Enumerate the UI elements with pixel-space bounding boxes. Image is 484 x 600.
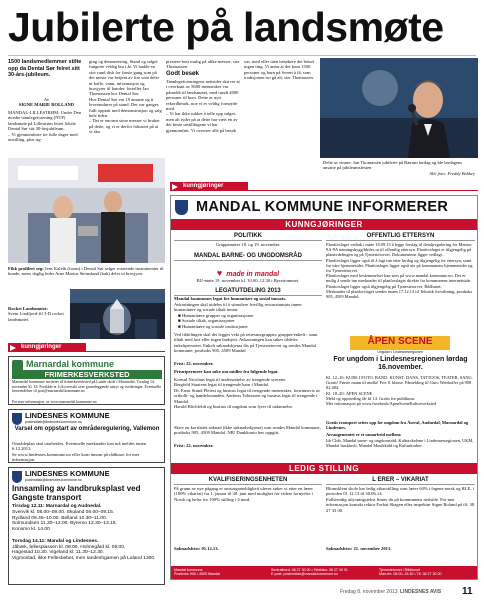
article-body-col3: prestere best mulig på ulike messer, sier Thomassen. (166, 59, 240, 70)
schedule-line: Hagestad 10.30. Vigeland kl. 11.30–12.30. (12, 550, 104, 556)
page-footer-date: Fredag 8. november 2013 (340, 589, 398, 595)
rocket-caption-bold: Rocket Landsmøtet: (8, 306, 48, 311)
legat-frist: Frist: 22. november. (174, 361, 214, 366)
marnardal-footer: For mer informasjon, se www.marnardal.kommune.no (12, 400, 97, 404)
legat-head: LEGATUTDELING 2013 (174, 287, 322, 296)
article-lead: 1500 landsmedlemmer stilte opp da Dental Sør feiret sitt 30-års-jubileum. (8, 59, 82, 78)
apen-scene-logo (350, 336, 450, 350)
booth-caption-text: Jens Kalvik (foran) i Dental Sør selger rotarende instrumenter til kunde, mens daglig leder Arne Marius Steinslund (bak) deler ut brosjyrer. (8, 266, 164, 277)
lindesnes1-title: Varsel om oppstart av områderegulering, Vallemon (14, 426, 160, 432)
mandal-footer (171, 566, 477, 579)
legat-bullet: ■ Humanitære grupper og organisasjoner (178, 313, 254, 318)
lindesnes2-title: Innsamling av landbruksplast ved Gangste transport (12, 484, 141, 502)
lindesnes1-body: Områdeplan skal utarbeides. Eventuelle merknader kan må meldes innen 6.12.2013. (12, 441, 147, 452)
schedule-line: Jåbæk, fellesplassen kl. 08.00. Holmegård kl. 09.00. (12, 544, 126, 550)
lindesnes2-name: LINDESNES KOMMUNE (25, 469, 110, 478)
mandal-logo-title: MANDAL KOMMUNE INFORMERER (196, 199, 449, 215)
lindesnes-shield-icon (12, 413, 22, 425)
legat-intro: Avkastningen skal utdeles til å stimulere frivillig ressursinnsats innen humanitære og sosiale tiltak innen: (174, 302, 302, 313)
photo-thomassen (320, 58, 478, 158)
kunngjoringer-tag-top: kunngjøringer (170, 182, 248, 191)
photo-credit: Alle foto: Freddy Bokkey (429, 170, 475, 176)
kunngjoringer-rule (248, 190, 478, 191)
kval-head: KVALIFISERINGSENHETEN (174, 476, 322, 485)
ungdom-body: BU-møte 19. november kl. 10.00–12.30 i Byretrommet. (196, 278, 300, 283)
page-footer-paper: LINDESNES AVIS (400, 589, 442, 595)
article-body-col3b: Tannlegeforeningens nettsider skriver at i overkant av 5600 mennesker var påmeldt til landsmøtet, med rundt 4000 personer til kurs. Dette er nytt rekordbesøk, noe vi er veldig fornøyde med. – Vi har ikke rukket å telle opp salget, men alt tyder på at dette har vært en av det beste utstillingene vi har gjennomført. Vi overtrer alle på besøk (166, 79, 240, 133)
article-body-col4: var, med eller uten besøkere det betud ingen ting. Vi antar at det kom 1500 personer og barn på Sveen å få, som tradisjonen tro gå alt, sier Thomassen. (244, 59, 314, 81)
lindesnes2-schedule (12, 504, 164, 562)
ungdom-head: MANDAL BARNE- OG UNGDOMSRÅD (174, 252, 322, 261)
legat-closing-frist: Frist: 22. november. (174, 443, 214, 448)
schedule-line: Konsmo kl. 14.00 (12, 527, 50, 533)
lindesnes1-footer: Se www.lindesnes.kommune.no eller kom innom på rådhuset for mer informasjon. (12, 452, 140, 463)
lindesnes2-shield-icon (12, 471, 22, 483)
ad-lindesnes-regulering (8, 409, 165, 463)
byline-name: SIGNE MARIE ROLLAND (18, 102, 75, 108)
lindesnes1-sub: postmottak@lindesnes.kommune.no (25, 420, 82, 424)
schedule-line: Rydland 09.45–10.00. Belland 10.30–11.00. (12, 515, 108, 521)
schedule-line: Tirsdag 12.11: Marnardal og Audnedal. (12, 504, 102, 509)
legat-sub: Mandal kommunes legat for humanitær og sosial innsats. (174, 296, 287, 301)
legat-bullets (178, 313, 322, 329)
kunngjoringer-rule-left (86, 351, 165, 352)
politikk-body: Gruppemøter 18. og 19. november. (215, 242, 281, 247)
ungdom-logo-text: made in mandal (226, 271, 280, 278)
schedule-line: Solmundsen 11.30–12.00. Byremo 12.30–13.15. (12, 521, 117, 527)
legat-bullet-text: Humanitære grupper og organisasjoner (181, 313, 254, 318)
kunngjoringer-bar: KUNNGJØRINGER (171, 219, 477, 230)
legat-bullet-text: Humanitære og sosiale institusjoner (181, 323, 248, 329)
article-subhead: Godt besøk (166, 71, 200, 77)
apen-scene-arrangert-head: Arrangementet er et samarbeid mellom: (326, 432, 402, 437)
legat-bullet-text: Sosiale tiltak, organisasjoner (181, 318, 235, 324)
legat-closing: Skriv en kortfattet søknad (ikke søknadsskjema) som sendes Mandal kommune, postboks 905, 4509 Mandal. NB! Dankkonto bes oppgitt. (174, 425, 321, 436)
legat-prize-body: Konsul Nicolaus legat til undersøttelse av trengende syerene. Bergfeld Stautens legat til trengende barn i Mandal. Dr. Ernst Stund Pleiest og hustrus legat til trengende mennesker, fortrinnsvis av ortholk- og handelsstanden. Andreas Tobiassen og hustrus legat til trengende i Mandal. Harald Blichfeldt og hustrus til ungdom som fyrer til utdannelse. (174, 377, 321, 410)
politikk-head: POLITIKK (174, 232, 322, 241)
legat-bullet: ■ Humanitære og sosiale institusjoner (178, 323, 248, 329)
headline-rule (8, 55, 476, 56)
mandal-footer-mid: Sentralbord: 38 27 30 00 • Telefaks: 38 27 30 01 E-post: postmottak@mandal.kommune.no (271, 568, 348, 577)
ad-marnardal (8, 356, 165, 405)
mandal-footer-right: Tjenestetorvet i Rådhuset Man-fre: 08.00–15.30 • Tlf: 38 27 30 00 (379, 568, 442, 577)
apen-scene-logo-sub: Ungdom i Lindesnesregionen (377, 350, 423, 354)
mandal-crest-icon (175, 200, 188, 215)
marnardal-banner: FRIMERKESVERKSTED (12, 370, 162, 379)
article-body-col2: ging og demontering. Stand og salget fungerte veldig bra i år. Vi hadde en stor rund disk for første gang som på det meste var betjent av fire som deler ut kaffe, vann, informasjon og brosjyrer til kunder, forteller Jan Thomassen hos Dental Sør. Hos Dental Sør var 19 ansatte og ti leverandører på stand. Der var ganger, fullt opptatt med demonstrasjon og salg hele tiden. – Det er enormt store messer vi bruker på dette, og vi er derfor fokusert på at vi ska (89, 59, 162, 135)
byline (8, 97, 85, 108)
photo-thomassen-image (320, 58, 478, 158)
lindesnes1-name: LINDESNES KOMMUNE (25, 411, 110, 420)
lerer-head: L ERER – VIKARIAT (326, 476, 475, 485)
ad-lindesnes-landbruksplast (8, 467, 165, 585)
legat-bullet: ■ Sosiale tiltak, organisasjoner (178, 318, 235, 324)
marnardal-name: Marnardal kommune (26, 359, 115, 369)
mandal-footer-left: Mandal kommune Postboks 905 • 4509 Mandal (174, 568, 220, 577)
apen-scene-logo-text: ÅPEN SCENE (367, 336, 433, 347)
legat-prize-head: Prisutpermeer kan søke om midler fra følgende legat. (174, 369, 279, 374)
lindesnes2-sub: postmottak@lindesnes.kommune.no (25, 478, 82, 482)
apen-scene-body: Kl. 12–16: KURS I FOTO, BAND, KUNST, DANS, TATTOOS, TEATER, SANG. Gratis! Første mann til mølla! Frie 8. klasse. Påmelding til Guro Wenhoffer på 908 82 484. Kl. 18–20: ÅPEN SCENE Meld og opptreding får kl 14. Gratis for publikum. Mer informasjon på www.facebook/ApenSceneKulturverksted (326, 375, 473, 407)
kval-frist: Søknadsfrist: 01.12.13. (174, 546, 219, 551)
photo-rocket-image (70, 289, 165, 339)
rocket-caption (8, 306, 66, 322)
byline-prefix: Av (43, 97, 50, 102)
page-number: 11 (462, 586, 473, 597)
headline: Jubilerte på landsmøte (8, 4, 444, 50)
ettersyn-head: OFFENTLIG ETTERSYN (326, 232, 475, 241)
ledig-stilling-bar: LEDIG STILLING (171, 463, 477, 474)
schedule-line: Svenvik kl. 08.00–09.00. Skuland 08.00–09.15. (12, 509, 115, 515)
legat-body: Ved tildelingen skal det legges vekt på rettesnorgrupper, grupper/enkelt-, samt tiltak med lavt eller ingen budsjett. Avkastningen kan søkes tildeles enkeltpersoner. Enkelt søknadskjema fås på Tjenestetorvet og sendes Mandal kommune, postboks 905, 4509 Mandal (174, 332, 318, 354)
ettersyn-body: Planforslaget vedtak i møte 18.09.13 å legge forslag til detaljregulering for Mentoc 9A-9A namingsbygg/bhiles ut til offentlig ettersyn. Planforslaget er tilgjengelig på planavdelingen og på Tjenestetorvet. Dokumentene ligger vedlagt. Planforslaget ligger også til å lagt inn etter lørdag og tilgjengelig for ettersyn, samt fra våre hjemmesider. Planforslaget ligger også ute på kommunens hjemmesider og fra Tjenestetorvet. Planforslaget med bestemmelser kan sees på www.mandal.kommune.no. Det er mulig å sende inn merknader til planforslaget direkte fra kommunens internettside. Planforslaget ligger også tilgjengelig på Tjenestetorvet, Rådhuset. Merknader til planforslaget sendes innen 17.12.13 til Teknisk forvaltning, postboks 905, 4509 Mandal. (326, 242, 473, 300)
lerer-frist: Søknadsfrist: 21. november 2013. (326, 546, 392, 551)
apen-scene-title: For ungdom i Lindesnesregionen lørdag 16.november. (333, 356, 468, 371)
article-body-col1: MANDAL-LILLESTRØM: Under Den norske tannlegeforening (NTF) landsmøte på Lillestrøm feiret lokale Dental Sør sitt 30-årsjubileum. – Vi gjennomførte tre fulle dager med utstilling, plus rig- (8, 110, 81, 143)
marnardal-body: Marnardal kommune inviterer til frimerkeverksted på Lunde skole i Marnardal, Torsdag 14. november kl. 18. Forslåde er å få oversikt over grunnleggende utstyr og vurderinger. Eventuelle henvendelser til post@marnardal.kommune.no (12, 380, 162, 394)
booth-caption-bold: Fikk profilert seg: (8, 266, 44, 271)
photo-caption-text: Delte ut vinner: Jan Thomassen jubilerte på Bærum lørdag og ble lørdagens ansatte på jubileumsfesten (323, 160, 463, 171)
schedule-line: Torsdag 14.11: Mandal og Lindesnes. (12, 538, 99, 544)
heart-icon: ♥ (216, 268, 223, 278)
kunngjoringer-tag-left: kunngjøringer (8, 343, 86, 352)
booth-caption (8, 266, 165, 277)
photo-rocket (70, 289, 165, 339)
photo-caption (323, 160, 475, 176)
schedule-line: Vigmostad, ikke Fellesbebet, men Iandeshgamen på Laland 1300. (12, 556, 156, 562)
rocket-caption-text: Svein Lindfjord-fil 3-D rocket landsmøtet. (8, 311, 64, 322)
apen-scene-transport: Gratis transport settes opp for ungdom fra Åseral, Audnedal, Marnardal og Lindesnes. (326, 420, 469, 431)
kval-body: På grunn av nye pågang er omsorgsmeldigkeit ulever søker vi etter en lærer (100% vikariat) fra 1. januar til 30. juni med mulighet for videre fornyelse i Norsk og helse for 100% stilling i 4 mnd. (174, 486, 313, 502)
photo-dental-booth-image (8, 158, 165, 263)
ungdom-logo (210, 263, 286, 276)
apen-scene-arrangert: Idr Club, Mandal turne- og ungdomsråd, Kulturskolene i Lindesnesregionen, UKM, Mandal huskluvb, Mandal Musikkråd og Kulturkorker. (326, 438, 474, 449)
photo-dental-booth (8, 158, 165, 263)
lerer-body: Blomsklem skole har ledig vikarstilling som lærer 60% i fagene norsk og RLE, i perioden 01.12.13 til 30.06.14. Fullstendig utlysningstekst finner du på kommunens nettside. For mer informasjon kontakt rektor Forbat Skagen eller inspektør Signe Roland på tlf. 38 27 33 00. (326, 486, 475, 513)
